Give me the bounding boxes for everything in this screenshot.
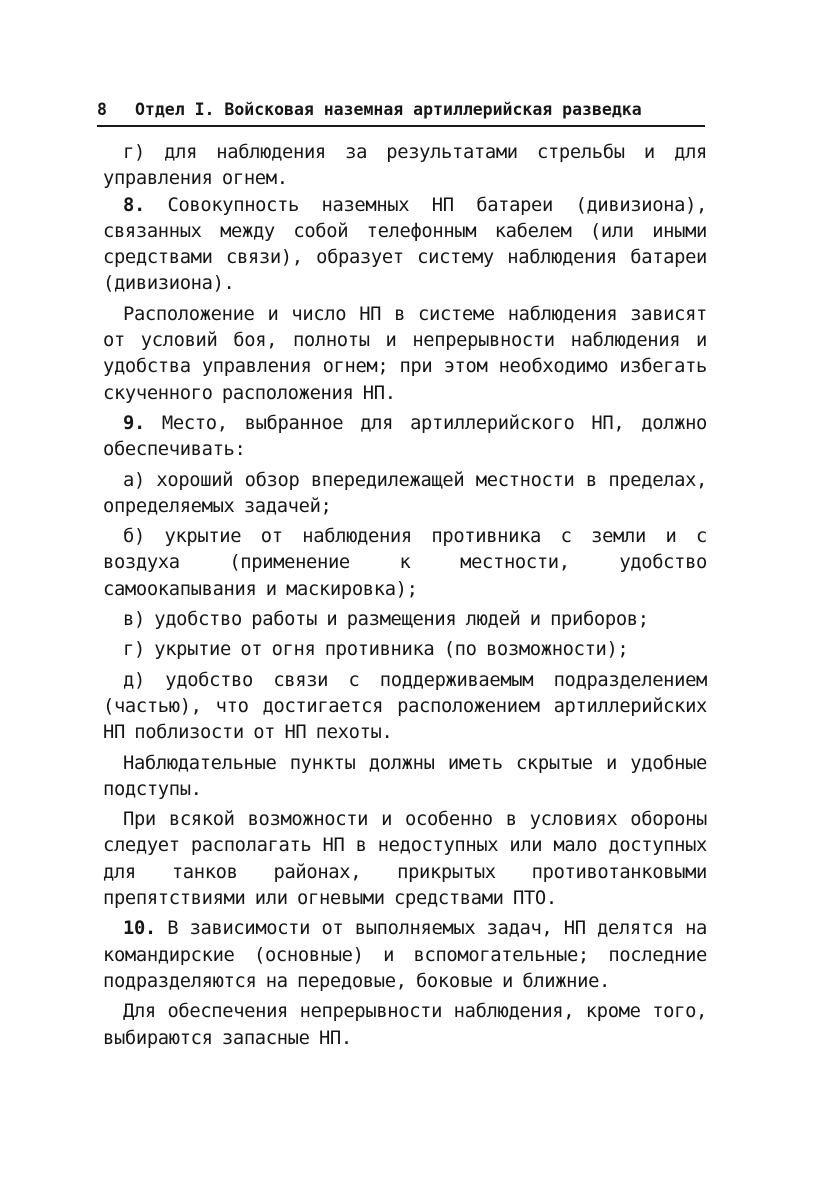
paragraph-text: Расположение и число НП в системе наблюдения зависят от условий боя, полноты и непрерывности наблюдения и удобства управления огнем; при этом необходимо избегать скученного расположения НП. xyxy=(103,303,707,404)
paragraph xyxy=(103,807,707,912)
list-item xyxy=(103,524,707,603)
running-title: Отдел I. Войсковая наземная артиллерийская разведка xyxy=(135,100,642,119)
paragraph-number: 9. xyxy=(123,412,145,434)
paragraph xyxy=(103,302,707,407)
list-item xyxy=(103,468,707,521)
body-text xyxy=(103,140,707,1056)
list-item-text: г) укрытие от огня противника (по возможности); xyxy=(123,639,629,661)
numbered-paragraph xyxy=(103,193,707,298)
paragraph xyxy=(103,751,707,804)
paragraph-text: г) для наблюдения за результатами стрельбы и для управления огнем. xyxy=(103,142,707,190)
list-item-text: д) удобство связи с поддерживаемым подразделением (частью), что достигается расположением артиллерийских НП поблизости от НП пехоты. xyxy=(103,669,707,744)
page-number: 8 xyxy=(97,100,107,119)
list-item xyxy=(103,637,707,663)
list-item-text: б) укрытие от наблюдения противника с земли и с воздуха (применение к местности, удобство самоокапывания и маскировка); xyxy=(103,526,707,600)
list-item xyxy=(103,668,707,747)
paragraph-number: 8. xyxy=(123,194,145,216)
paragraph-text: В зависимости от выполняемых задач, НП делятся на командирские (основные) и вспомогательные; последние подразделяются на передовые, боковые и ближние. xyxy=(103,918,707,992)
paragraph-text: Совокупность наземных НП батареи (дивизиона), связанных между собой телефонным кабелем (или иными средствами связи), образует систему наблюдения батареи (дивизиона). xyxy=(103,194,708,295)
paragraph-text: Для обеспечения непрерывности наблюдения, кроме того, выбираются запасные НП. xyxy=(103,1001,707,1049)
paragraph-text: Место, выбранное для артиллерийского НП, должно обеспечивать: xyxy=(103,412,707,461)
paragraph xyxy=(103,999,707,1052)
numbered-paragraph xyxy=(103,916,707,995)
list-item-text: а) хороший обзор впередилежащей местности в пределах, определяемых задачей; xyxy=(103,469,707,517)
paragraph xyxy=(103,140,707,193)
running-header xyxy=(97,99,705,127)
paragraph-number: 10. xyxy=(123,918,156,940)
list-item-text: в) удобство работы и размещения людей и приборов; xyxy=(123,609,649,631)
paragraph-text: При всякой возможности и особенно в условиях обороны следует располагать НП в недоступных или мало доступных для танков районах, прикрытых противотанковыми препятствиями или огневыми средствами ПТО. xyxy=(103,809,707,910)
paragraph-text: Наблюдательные пункты должны иметь скрытые и удобные подступы. xyxy=(103,752,707,800)
numbered-paragraph xyxy=(103,411,707,464)
list-item xyxy=(103,607,707,633)
